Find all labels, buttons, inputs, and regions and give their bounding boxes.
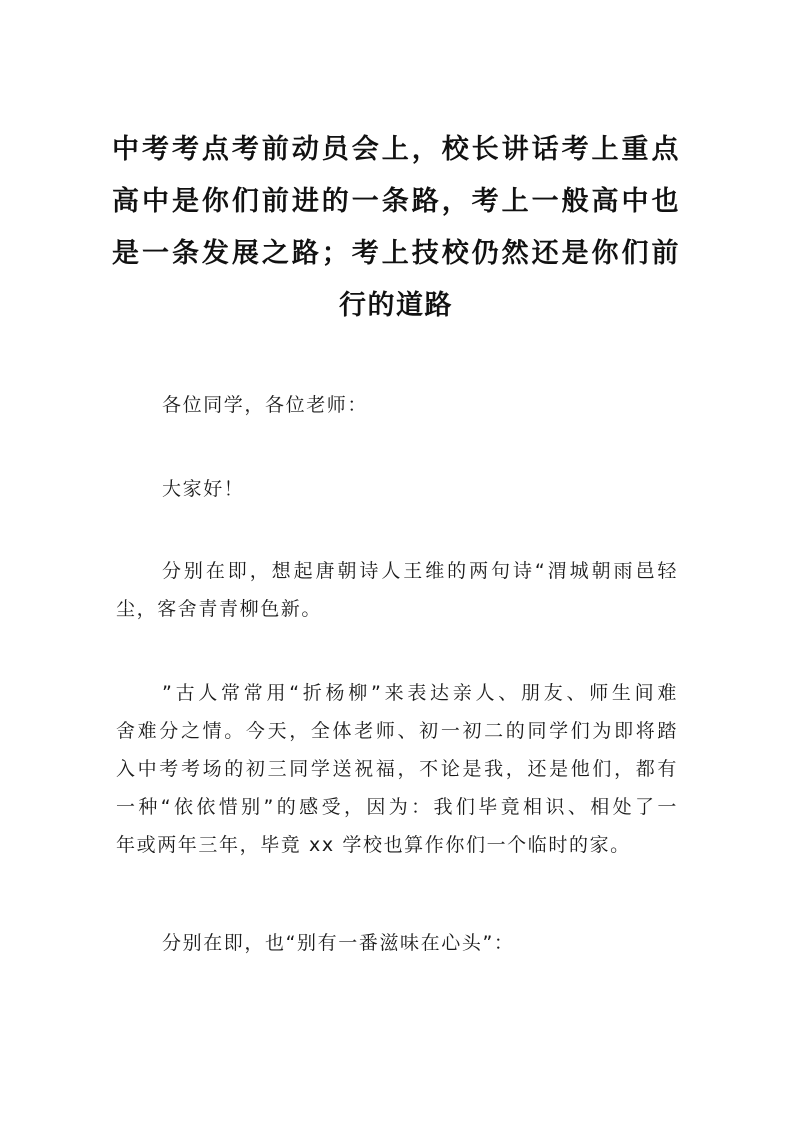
document-title [112, 124, 680, 332]
paragraph-line: 入中考考场的初三同学送祝福，不论是我，还是他们，都有 [116, 758, 678, 780]
title-line: 中考考点考前动员会上，校长讲话考上重点 [112, 134, 680, 165]
paragraph-line: 舍难分之情。今天，全体老师、初一初二的同学们为即将踏 [116, 720, 678, 742]
paragraph-poem [116, 552, 678, 628]
paragraph-line: 分别在即，也“别有一番滋味在心头”： [162, 932, 515, 954]
paragraph-line: 年或两年三年，毕竟 xx 学校也算作你们一个临时的家。 [116, 834, 631, 856]
title-line: 高中是你们前进的一条路，考上一般高中也 [112, 186, 680, 217]
paragraph-farewell [116, 674, 678, 864]
title-line: 是一条发展之路；考上技校仍然还是你们前 [112, 238, 680, 269]
paragraph-line: ”古人常常用“折杨柳”来表达亲人、朋友、师生间难 [162, 682, 678, 704]
paragraph-line: 各位同学，各位老师： [162, 394, 369, 416]
title-line: 行的道路 [339, 290, 453, 321]
paragraph-line: 分别在即，想起唐朝诗人王维的两句诗“渭城朝雨邑轻 [162, 560, 678, 582]
paragraph-greeting [116, 470, 678, 508]
paragraph-line: 尘，客舍青青柳色新。 [116, 598, 323, 620]
paragraph-salutation [116, 386, 678, 424]
paragraph-line: 一种“依依惜别”的感受，因为：我们毕竟相识、相处了一 [116, 796, 678, 818]
paragraph-feeling [116, 924, 678, 962]
paragraph-line: 大家好！ [162, 478, 245, 500]
